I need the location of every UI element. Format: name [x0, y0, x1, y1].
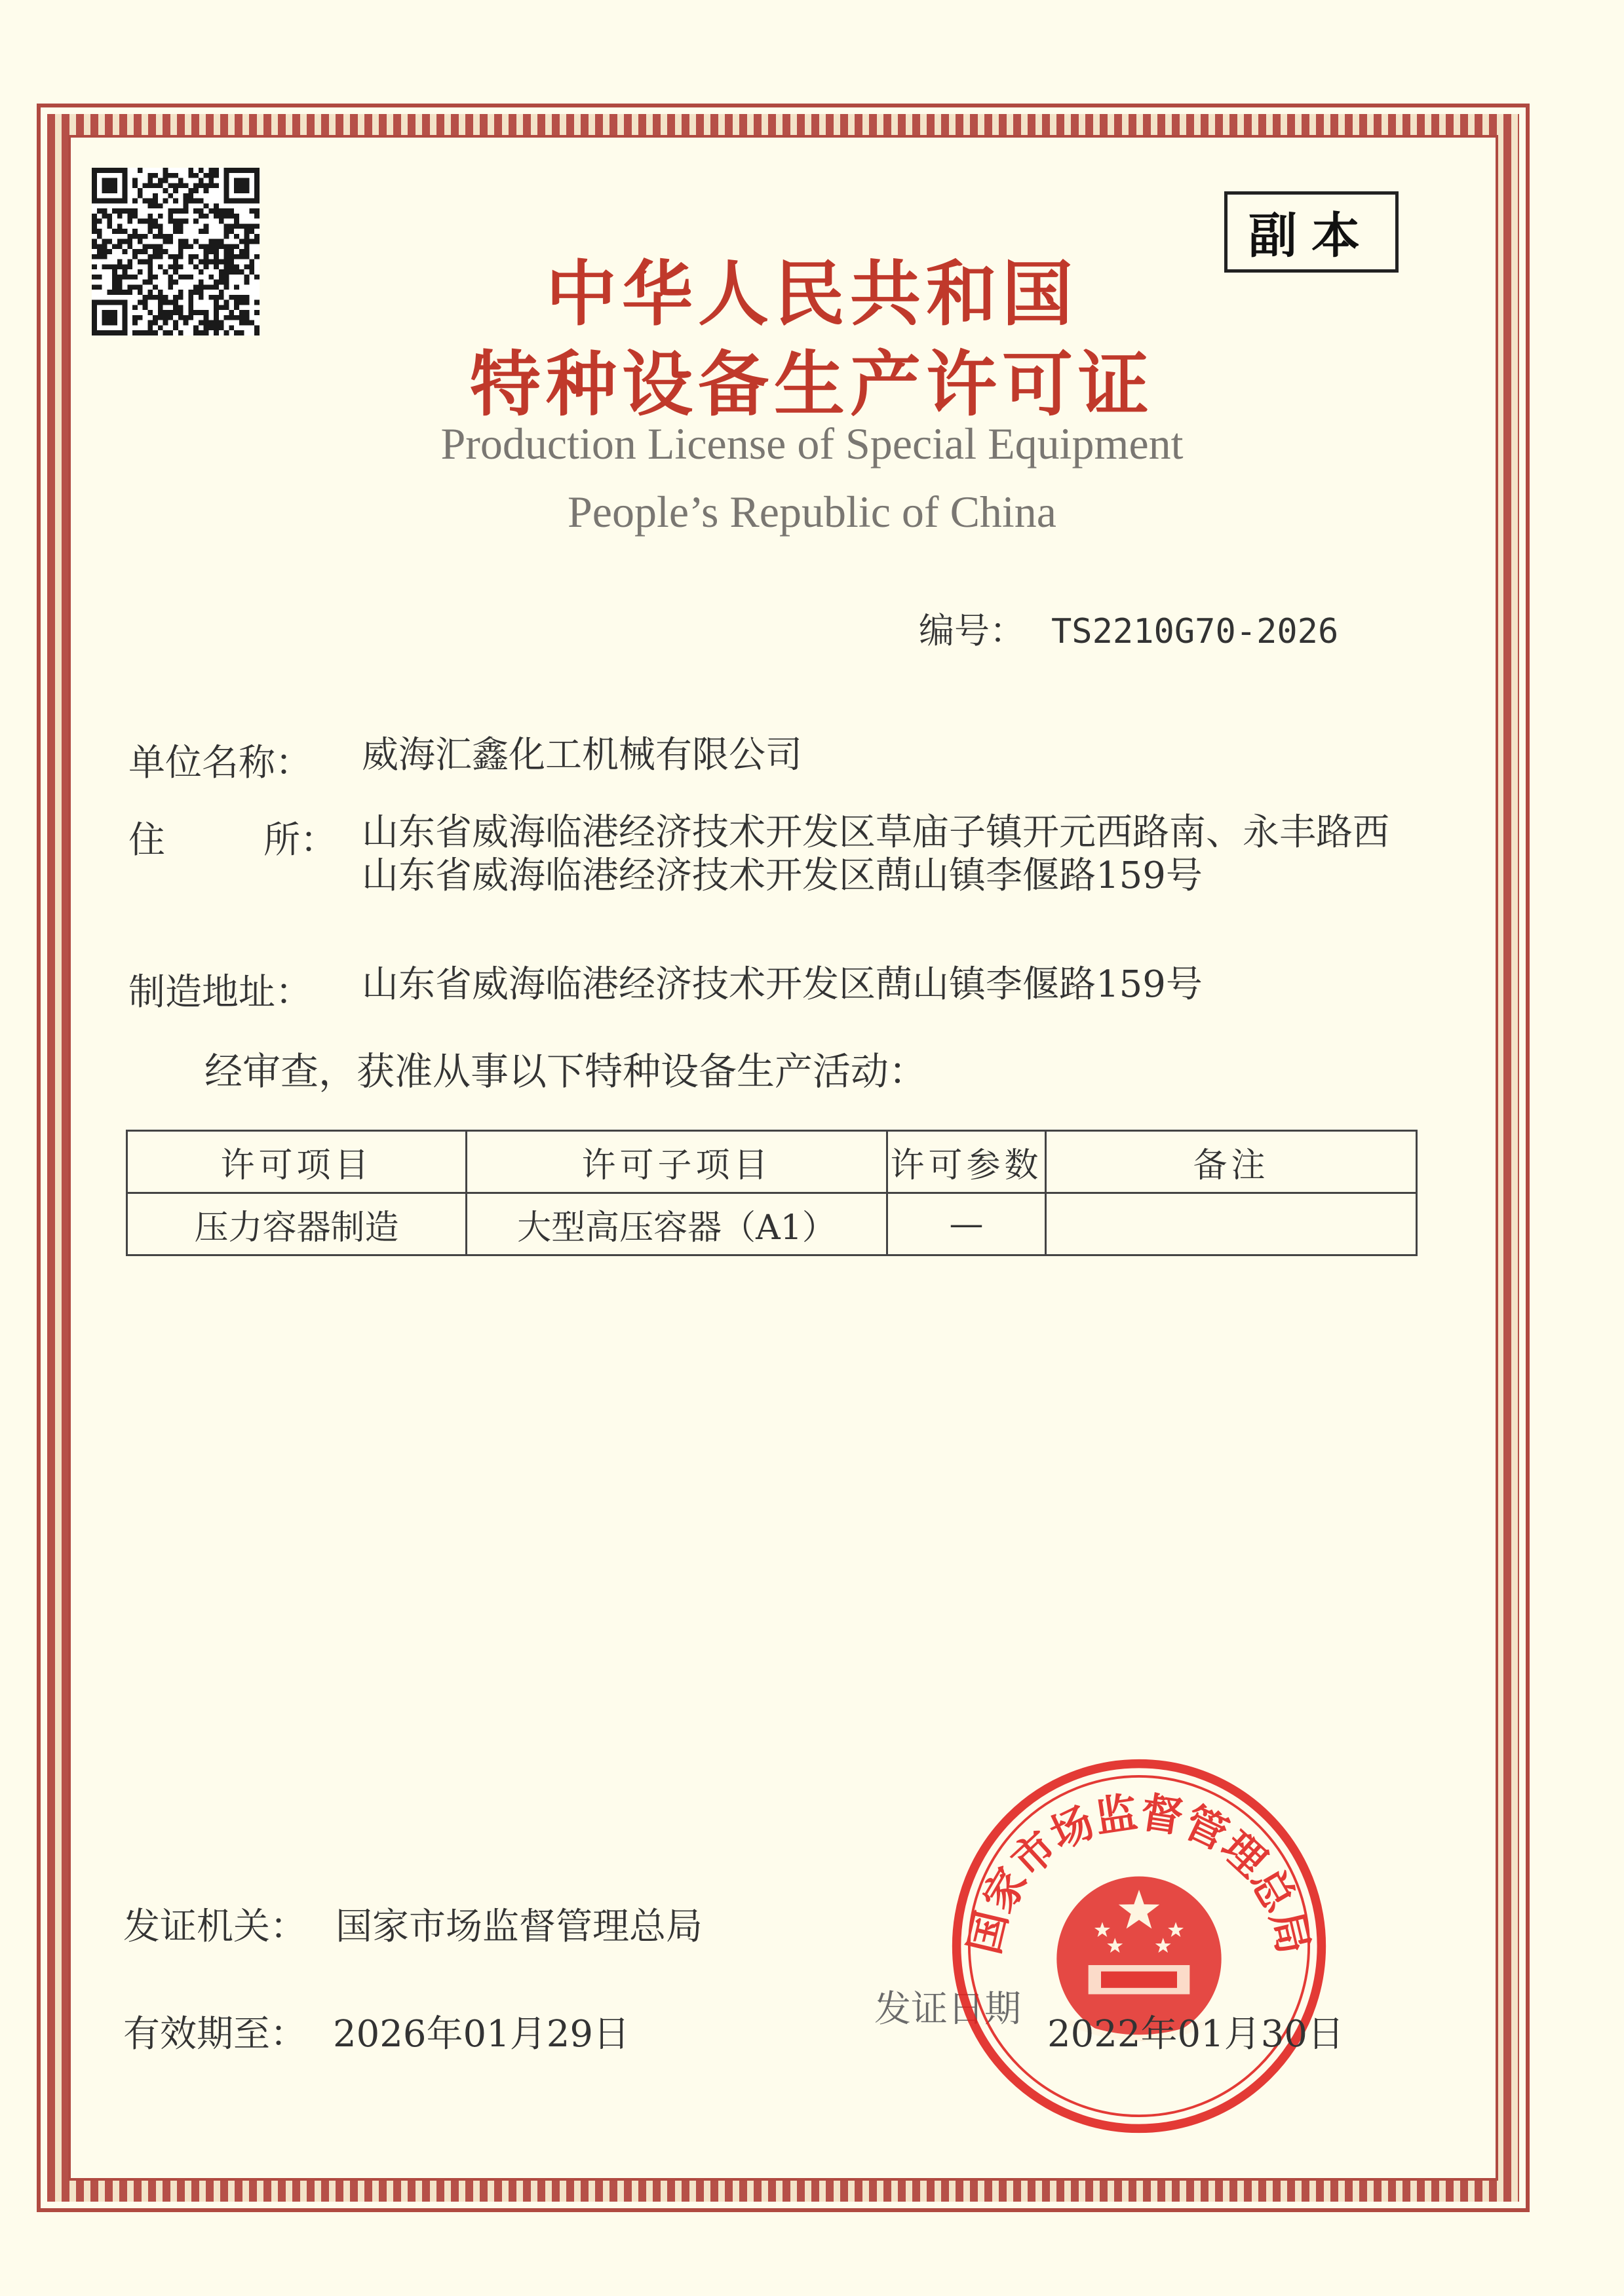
- col-header-item: 许可项目: [127, 1131, 467, 1193]
- title-cn-line2: 特种设备生产许可证: [469, 344, 1154, 426]
- valid-until-value: 2026年01月29日: [333, 2013, 630, 2056]
- serial-label: 编号：: [919, 610, 1025, 651]
- issuer-value: 国家市场监督管理总局: [336, 1905, 703, 1948]
- cell-parameter: —: [887, 1193, 1046, 1255]
- unit-name-value: 威海汇鑫化工机械有限公司: [362, 734, 802, 776]
- address-label: [128, 811, 337, 864]
- title-en-line2: People’s Republic of China: [567, 487, 1056, 537]
- valid-until-label: 有效期至：: [123, 2013, 307, 2056]
- official-seal: [949, 1756, 1329, 2136]
- unit-name-label: 单位名称：: [128, 742, 312, 784]
- serial-number: [919, 603, 1338, 653]
- table-row: [127, 1193, 1417, 1255]
- col-header-remark: 备注: [1046, 1131, 1417, 1193]
- cell-item: 压力容器制造: [127, 1193, 467, 1255]
- copy-mark: 副本: [1224, 191, 1399, 273]
- serial-value: TS2210G70-2026: [1051, 612, 1339, 651]
- title-en-line1: Production License of Special Equipment: [440, 419, 1184, 469]
- license-items-table: [126, 1130, 1418, 1256]
- table-header-row: [127, 1131, 1417, 1193]
- manufacture-address-label: 制造地址：: [128, 971, 312, 1014]
- col-header-subitem: 许可子项目: [467, 1131, 887, 1193]
- title-cn-line1: 中华人民共和国: [545, 254, 1078, 335]
- approval-statement: 经审查，获准从事以下特种设备生产活动：: [204, 1049, 927, 1094]
- col-header-parameter: 许可参数: [887, 1131, 1046, 1193]
- address-value: 山东省威海临港经济技术开发区草庙子镇开元西路南、永丰路西 山东省威海临港经济技术开发区蔄山镇李偃路159号: [362, 811, 1426, 897]
- address-label-b: 所：: [263, 819, 337, 862]
- seal-text: 国家市场监督管理总局: [960, 1788, 1318, 1959]
- cell-remark: [1046, 1193, 1417, 1255]
- issue-date-value: 2022年01月30日: [1047, 2013, 1345, 2056]
- cell-subitem: 大型高压容器（A1）: [467, 1193, 887, 1255]
- manufacture-address-value: 山东省威海临港经济技术开发区蔄山镇李偃路159号: [362, 963, 1203, 1006]
- issue-date-label: 发证日期: [874, 1988, 1021, 2031]
- address-label-a: 住: [128, 819, 165, 862]
- issuer-label: 发证机关：: [123, 1905, 307, 1948]
